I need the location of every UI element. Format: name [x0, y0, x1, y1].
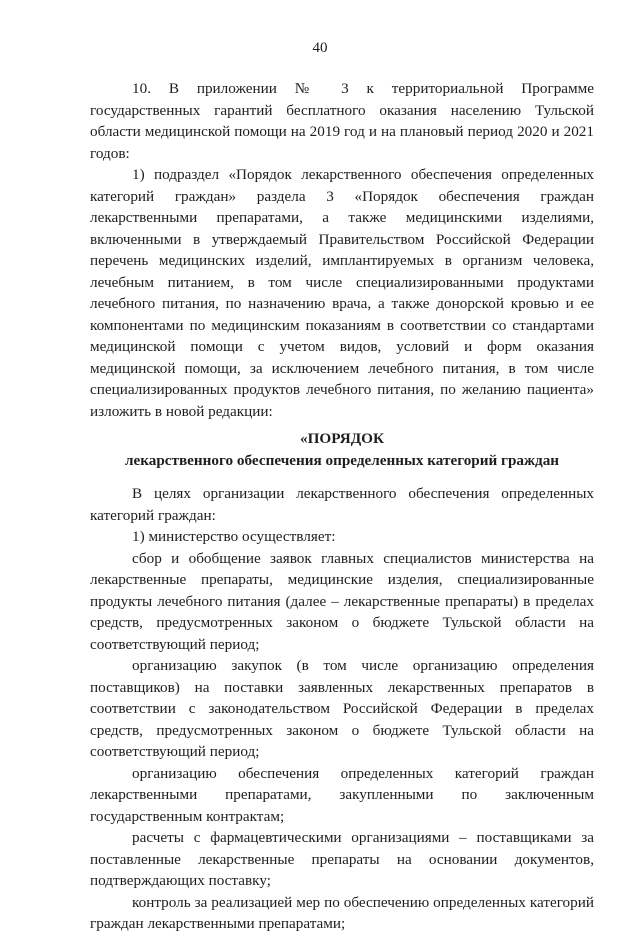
paragraph-provision: организацию обеспечения определенных категорий граждан лекарственными препаратами, закупленными по заключенным государственным контрактам;	[90, 764, 594, 825]
section-heading-title: «ПОРЯДОК	[300, 430, 384, 447]
paragraph-procurement: организацию закупок (в том числе организацию определения поставщиков) на поставки заявленных лекарственных препаратов в соответствии с законодательством Российской Федерации в пределах средств, предусмотренных законом о бюджете Тульской области на соответствующий период;	[90, 657, 594, 760]
document-body	[90, 78, 594, 935]
paragraph-subsection-1: 1) подраздел «Порядок лекарственного обеспечения определенных категорий граждан» раздела 3 «Порядок обеспечения граждан лекарственными препаратами, а также медицинскими изделиями, включенными в утверждаемый Правительством Российской Федерации перечень медицинских изделий, имплантируемых в организм человека, лечебным питанием, в том числе специализированными продуктами лечебного питания, по назначению врача, а также донорской кровью и ее компонентами по медицинским показаниям в соответствии со стандартами медицинской помощи с учетом видов, условий и форм оказания медицинской помощи, за исключением лечебного питания, в том числе специализированных продуктов лечебного питания, по желанию пациента» изложить в новой редакции:	[90, 166, 594, 420]
paragraph-settlements: расчеты с фармацевтическими организациями – поставщиками за поставленные лекарственные препараты на основании документов, подтверждающих поставку;	[90, 829, 594, 889]
paragraph-collection: сбор и обобщение заявок главных специалистов министерства на лекарственные препараты, медицинские изделия, специализированные продукты лечебного питания (далее – лекарственные препараты) в пределах средств, предусмотренных законом о бюджете Тульской области на соответствующий период;	[90, 549, 594, 653]
paragraph-item-10: 10. В приложении № 3 к территориальной Программе государственных гарантий бесплатного оказания населению Тульской области медицинской помощи на 2019 год и на плановый период 2020 и 2021 годов:	[90, 80, 594, 162]
paragraph-ministry: 1) министерство осуществляет:	[132, 528, 336, 545]
page-number: 40	[312, 40, 328, 56]
section-heading-subtitle: лекарственного обеспечения определенных категорий граждан	[124, 451, 560, 469]
paragraph-intro: В целях организации лекарственного обеспечения определенных категорий граждан:	[90, 485, 594, 524]
paragraph-control: контроль за реализацией мер по обеспечению определенных категорий граждан лекарственными препаратами;	[90, 893, 594, 932]
